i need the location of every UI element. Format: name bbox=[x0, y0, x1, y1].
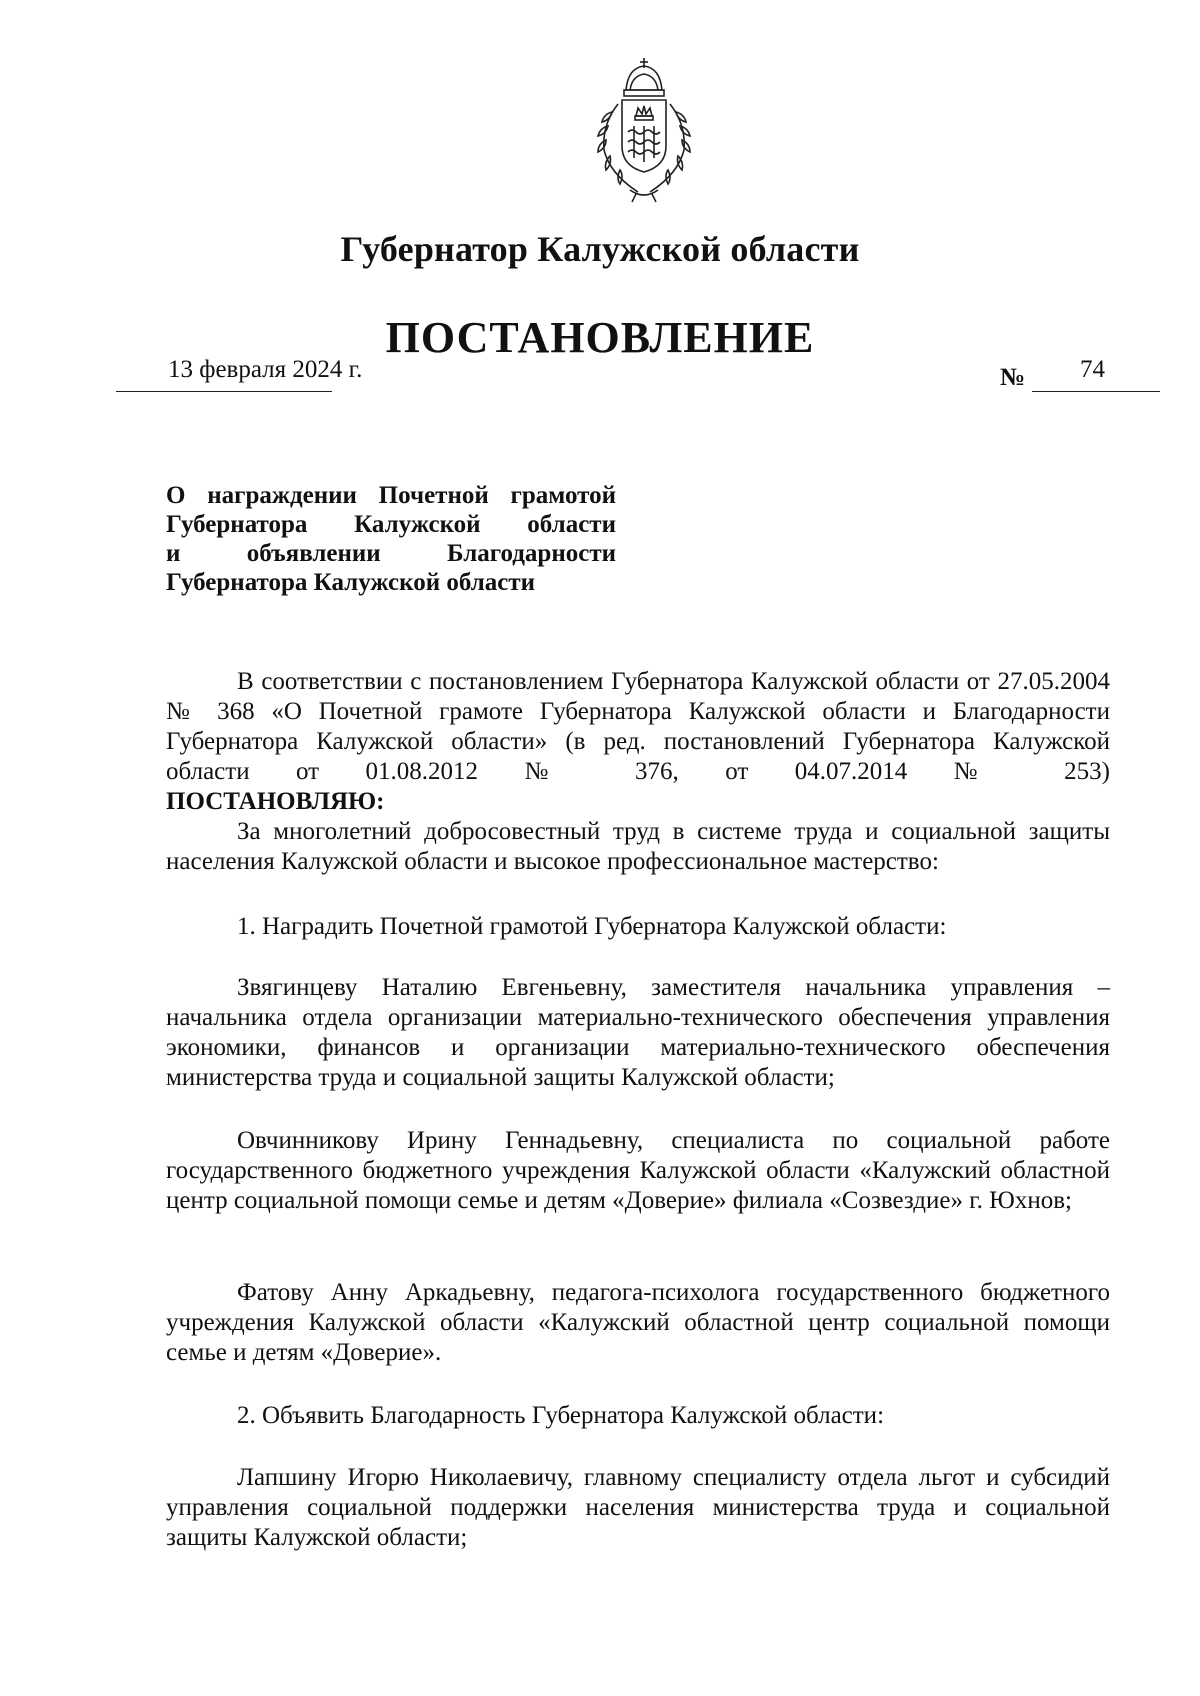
subject-line: Губернатора Калужской области bbox=[166, 569, 536, 596]
awardee-text: Звягинцеву Наталию Евгеньевну, заместителя начальника управления – начальника отдела организации материально-технического обеспечения управления экономики, финансов и организации материально-технического обеспечения министерства труда и социальной защиты Калужской области; bbox=[166, 974, 1110, 1091]
subject-line: и объявлении Благодарности bbox=[166, 540, 616, 567]
preamble-text: В соответствии с постановлением Губернатора Калужской области от 27.05.2004 № 368 «О Почетной грамоте Губернатора Калужской области и Благодарности Губернатора Калужской области» (в ред. постановлений Губернатора Калужской области от 01.08.2012 № 376, от 04.07.2014 № 253) bbox=[166, 668, 1110, 785]
item-heading: 2. Объявить Благодарность Губернатора Калужской области: bbox=[237, 1402, 885, 1429]
document-date: 13 февраля 2024 г. bbox=[168, 356, 363, 383]
awardee-text: Овчинникову Ирину Геннадьевну, специалиста по социальной работе государственного бюджетного учреждения Калужской области «Калужский областной центр социальной помощи семье и детям «Доверие» филиала «Созвездие» г. Юхнов; bbox=[166, 1127, 1110, 1214]
date-underline bbox=[116, 391, 332, 392]
document-type: ПОСТАНОВЛЕНИЕ bbox=[385, 313, 815, 362]
preamble-block bbox=[166, 667, 1110, 877]
item-1-person-2 bbox=[166, 1126, 1110, 1216]
decree-word: ПОСТАНОВЛЯЮ: bbox=[166, 788, 385, 815]
subject-line: Губернатора Калужской области bbox=[166, 511, 616, 538]
item-2-heading bbox=[166, 1401, 1110, 1431]
item-1-person-3 bbox=[166, 1278, 1110, 1368]
item-2-person-1 bbox=[166, 1463, 1110, 1553]
number-underline bbox=[1032, 391, 1160, 392]
document-number: 74 bbox=[1080, 356, 1105, 383]
awardee-text: Лапшину Игорю Николаевичу, главному специалисту отдела льгот и субсидий управления социальной поддержки населения министерства труда и социальной защиты Калужской области; bbox=[166, 1464, 1110, 1551]
award-reason: За многолетний добросовестный труд в системе труда и социальной защиты населения Калужской области и высокое профессиональное мастерство: bbox=[166, 818, 1110, 875]
number-label: № bbox=[1000, 364, 1026, 391]
issuer-title: Губернатор Калужской области bbox=[340, 229, 860, 269]
document-subject bbox=[166, 481, 616, 597]
awardee-text: Фатову Анну Аркадьевну, педагога-психолога государственного бюджетного учреждения Калужской области «Калужский областной центр социальной помощи семье и детям «Доверие». bbox=[166, 1279, 1110, 1366]
item-1-person-1 bbox=[166, 973, 1110, 1093]
item-heading: 1. Наградить Почетной грамотой Губернатора Калужской области: bbox=[237, 913, 947, 940]
subject-line: О награждении Почетной грамотой bbox=[166, 482, 616, 509]
item-1-heading bbox=[166, 912, 1110, 942]
coat-of-arms-icon bbox=[582, 54, 706, 204]
